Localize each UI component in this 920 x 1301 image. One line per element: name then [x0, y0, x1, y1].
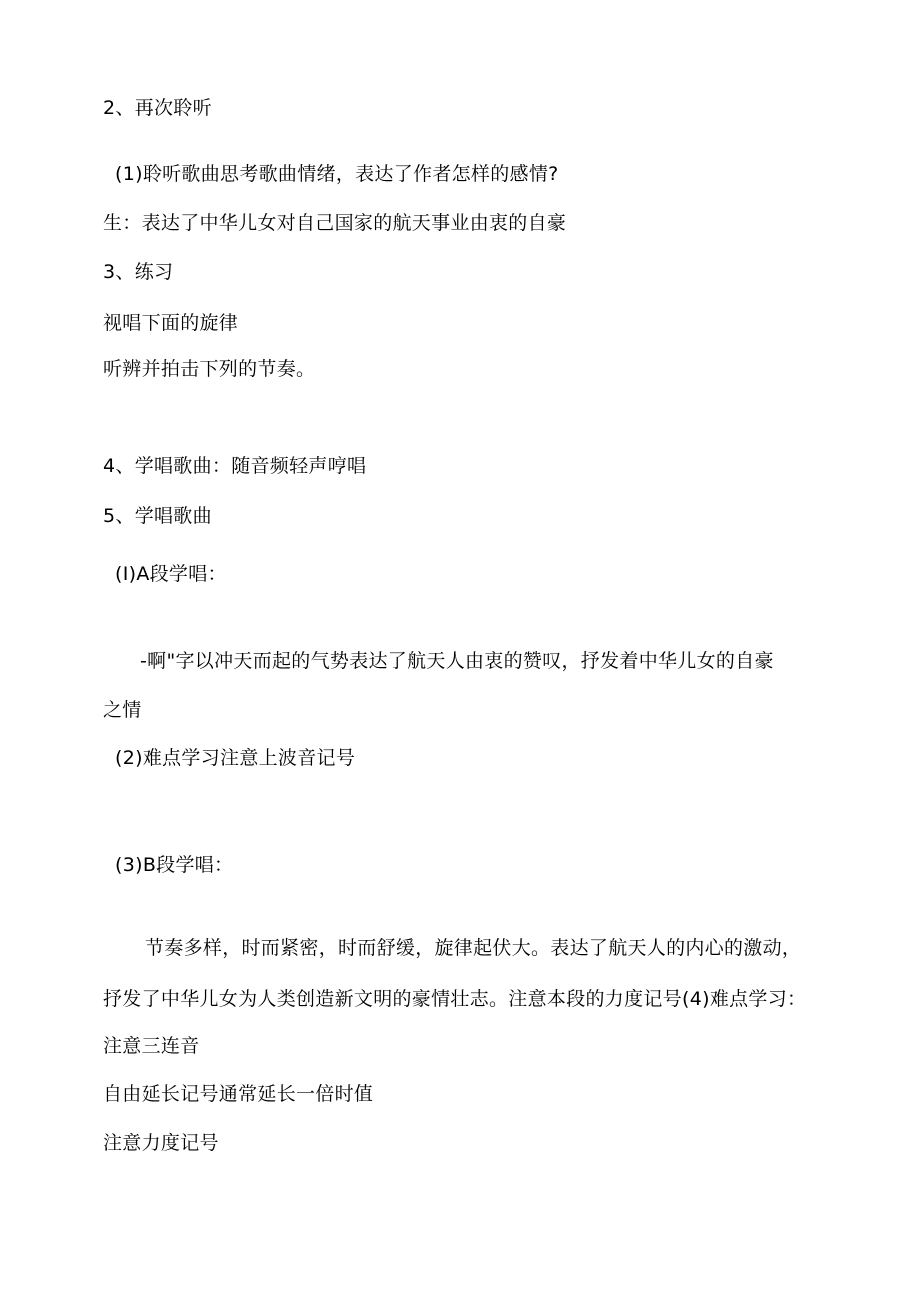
sight-singing-text: 视唱下面的旋律 — [103, 312, 239, 334]
part-b-paragraph-continued: 抒发了中华儿女为人类创造新文明的豪情壮志。注意本段的力度记号(4)难点学习： — [103, 988, 807, 1010]
fermata-note: 自由延长记号通常延长一倍时值 — [103, 1083, 374, 1105]
part-a-heading: (I)A段学唱： — [115, 563, 227, 585]
part-b-paragraph: 节奏多样，时而紧密，时而舒缓，旋律起伏大。表达了航天人的内心的激动， — [145, 937, 802, 959]
rhythm-listening-text: 听辨并拍击下列的节奏。 — [103, 358, 316, 380]
dynamics-note: 注意力度记号 — [103, 1132, 219, 1154]
section-heading-learn-song-hum: 4、学唱歌曲：随音频轻声哼唱 — [103, 455, 367, 477]
student-answer: 生：表达了中华儿女对自己国家的航天事业由衷的自豪 — [103, 212, 567, 234]
part-b-heading: (3)B段学唱： — [115, 854, 234, 876]
section-heading-learn-song: 5、学唱歌曲 — [103, 505, 212, 527]
question-1: (1)聆听歌曲思考歌曲情绪，表达了作者怎样的感情? — [115, 163, 559, 185]
difficulty-point-2: (2)难点学习注意上波音记号 — [115, 747, 356, 769]
triplet-note: 注意三连音 — [103, 1035, 200, 1057]
part-a-paragraph-continued: 之情 — [103, 699, 142, 721]
part-a-paragraph: -啊"字以冲天而起的气势表达了航天人由衷的赞叹，抒发着中华儿女的自豪 — [140, 650, 774, 672]
section-heading-listen-again: 2、再次聆听 — [103, 97, 212, 119]
section-heading-practice: 3、练习 — [103, 261, 174, 283]
